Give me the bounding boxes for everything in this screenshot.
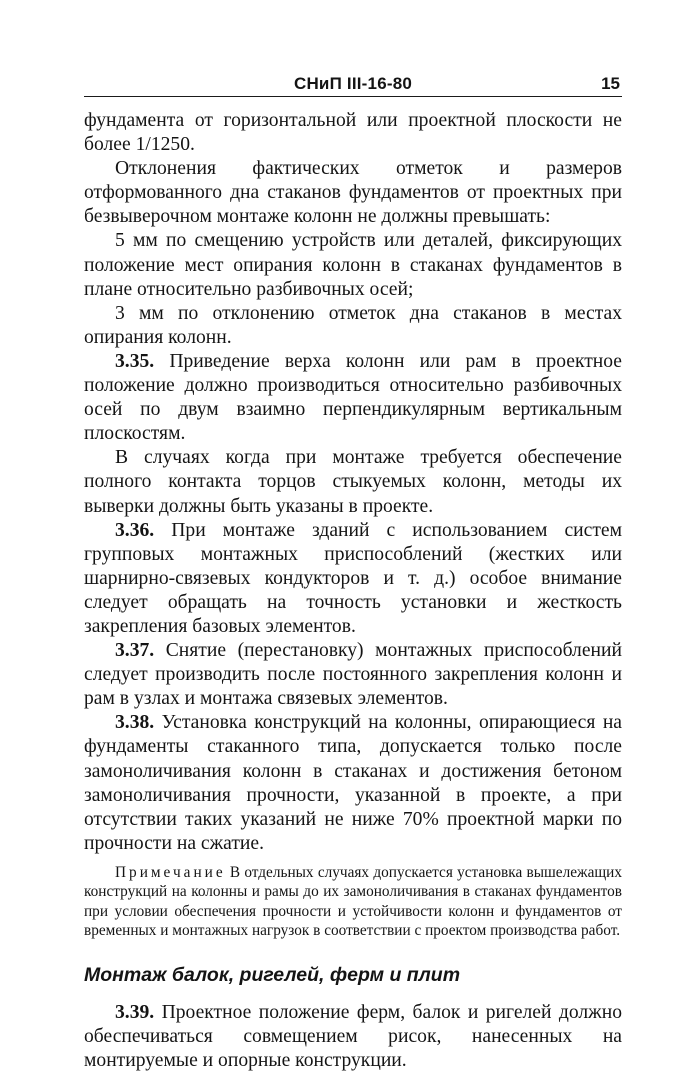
clause-3-36: 3.36. При монтаже зданий с использованием систем групповых монтажных приспособлений (жестких или шарнирно-связевых кондукторов и т. д.) особое внимание следует обращать на точность установки и жесткость закрепления базовых элементов. — [84, 519, 622, 637]
note-block — [84, 863, 622, 940]
note-paragraph: Примечание В отдельных случаях допускается установка вышележащих конструкций на колонны и рамы до их замоноличивания в стаканах фундаментов при условии обеспечения прочности и устойчивости колонн и фундаментов от временных и монтажных нагрузок в соответствии с проектом производства работ. — [84, 863, 622, 939]
section-heading: Монтаж балок, ригелей, ферм и плит — [84, 964, 461, 987]
clause-3-37: 3.37. Снятие (перестановку) монтажных приспособлений следует производить после постоянного закрепления колонн и рам в узлах и монтажа связевых элементов. — [84, 640, 622, 710]
clause-number: 3.37. — [115, 640, 155, 662]
section-body — [84, 1001, 622, 1073]
document-code: СНиП III-16-80 — [293, 74, 413, 93]
paragraph: Отклонения фактических отметок и размеров отформованного дна стаканов фундаментов от проектных при безвыверочном монтаже колонн не должны превышать: — [84, 158, 622, 228]
paragraph: фундамента от горизонтальной или проектной плоскости не более 1/1250. — [84, 110, 622, 156]
paragraph: 3 мм по отклонению отметок дна стаканов в местах опирания колонн. — [84, 302, 622, 348]
clause-number: 3.38. — [115, 712, 155, 734]
clause-3-39: 3.39. Проектное положение ферм, балок и ригелей должно обеспечиваться совмещением рисок, нанесенных на монтируемые и опорные конструкции. — [84, 1002, 622, 1072]
document-page — [84, 66, 622, 1073]
clause-number: 3.39. — [115, 1002, 155, 1024]
page-number: 15 — [601, 74, 620, 93]
body-text — [84, 109, 622, 856]
clause-3-35: 3.35. Приведение верха колонн или рам в проектное положение должно производиться относительно разбивочных осей по двум взаимно перпендикулярным вертикальным плоскостям. — [84, 350, 622, 445]
paragraph: В случаях когда при монтаже требуется обеспечение полного контакта торцов стыкуемых колонн, методы их выверки должны быть указаны в проекте. — [84, 447, 622, 517]
paragraph: 5 мм по смещению устройств или деталей, фиксирующих положение мест опирания колонн в стаканах фундаментов в плане относительно разбивочных осей; — [84, 230, 622, 300]
clause-number: 3.35. — [115, 350, 155, 372]
running-header — [84, 66, 622, 97]
clause-3-38: 3.38. Установка конструкций на колонны, опирающиеся на фундаменты стаканного типа, допускается только после замоноличивания колонн в стаканах и достижения бетоном замоноличивания прочности, указанной в проекте, а при отсутствии таких указаний не ниже 70% проектной марки по прочности на сжатие. — [84, 712, 622, 854]
note-label: Примечание — [115, 863, 226, 881]
clause-number: 3.36. — [115, 519, 155, 541]
